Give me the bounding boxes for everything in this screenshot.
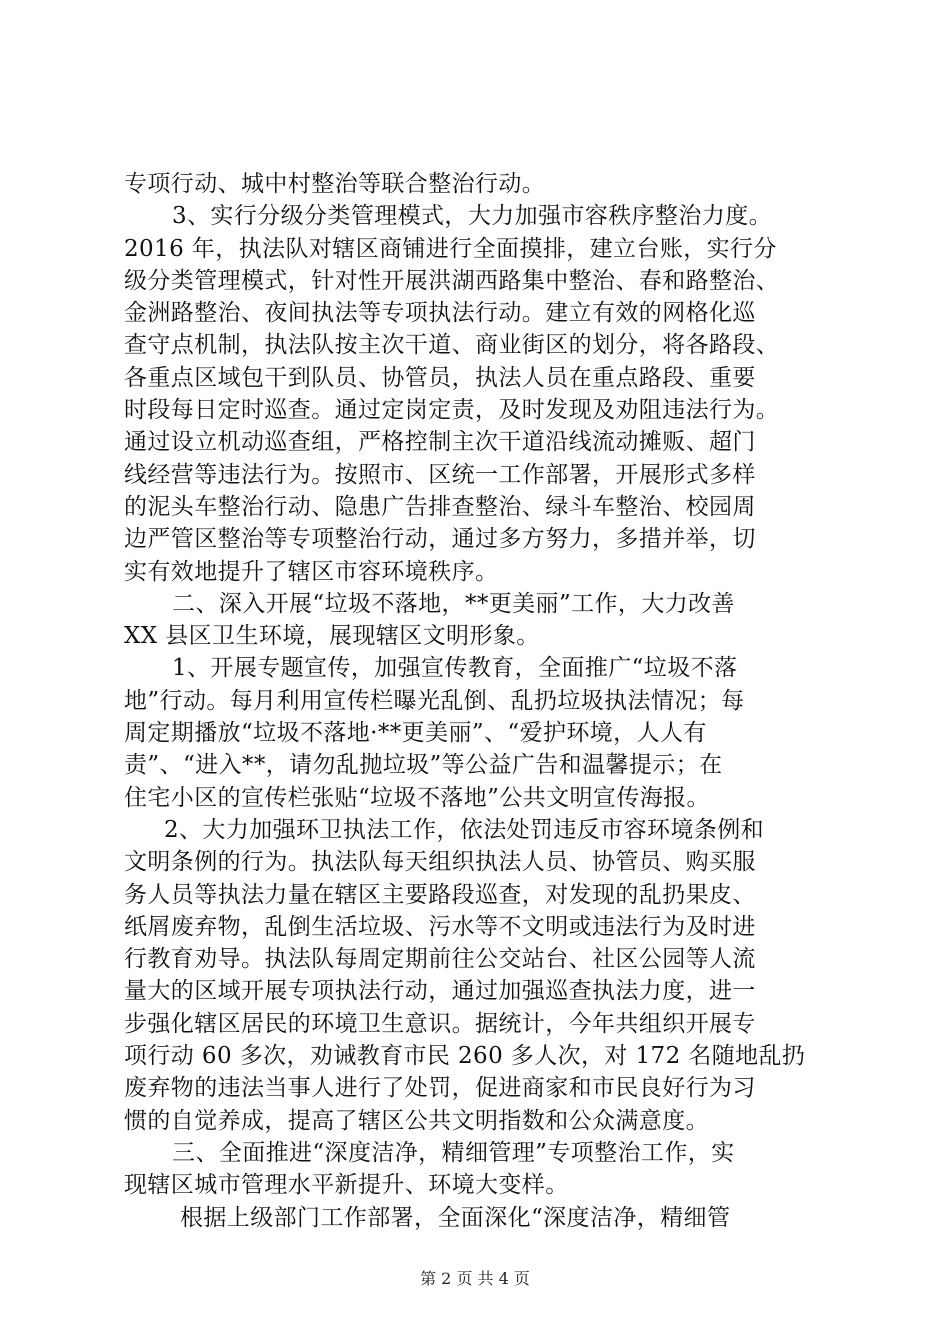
text-line: 专项行动、城中村整治等联合整治行动。 bbox=[124, 171, 546, 197]
heading-line: 现辖区城市管理水平新提升、环境大变样。 bbox=[124, 1172, 569, 1199]
text-line: 纸屑废弃物，乱倒生活垃圾、污水等不文明或违法行为及时进 bbox=[124, 913, 756, 940]
text-line: 时段每日定时巡查。通过定岗定责，及时发现及劝阻违法行为。 bbox=[124, 397, 780, 424]
text-line: 地”行动。每月利用宣传栏曝光乱倒、乱扔垃圾执法情况；每 bbox=[124, 687, 745, 714]
text-line: 的泥头车整治行动、隐患广告排查整治、绿斗车整治、校园周 bbox=[124, 493, 756, 520]
heading-line: 三、全面推进“深度洁净，精细管理”专项整治工作，实 bbox=[172, 1139, 735, 1166]
text-line: 2016 年，执法队对辖区商铺进行全面摸排，建立台账，实行分 bbox=[124, 235, 777, 262]
text-line: 步强化辖区居民的环境卫生意识。据统计，今年共组织开展专 bbox=[124, 1010, 756, 1037]
text-line: 根据上级部门工作部署，全面深化“深度洁净，精细管 bbox=[180, 1204, 731, 1231]
page-number-footer: 第 2 页 共 4 页 bbox=[420, 1269, 530, 1288]
text-line: 项行动 60 多次，劝诫教育市民 260 多人次，对 172 名随地乱扔 bbox=[124, 1043, 806, 1070]
heading-line: XX 县区卫生环境，展现辖区文明形象。 bbox=[124, 623, 540, 650]
text-line: 务人员等执法力量在辖区主要路段巡查，对发现的乱扔果皮、 bbox=[124, 881, 756, 908]
text-line: 责”、“进入**，请勿乱抛垃圾”等公益广告和温馨提示；在 bbox=[124, 752, 723, 779]
body-text bbox=[124, 168, 836, 1234]
text-line: 量大的区域开展专项执法行动，通过加强巡查执法力度，进一 bbox=[124, 978, 756, 1005]
text-line: 各重点区域包干到队员、协管员，执法人员在重点路段、重要 bbox=[124, 364, 756, 391]
text-line: 1、开展专题宣传，加强宣传教育，全面推广“垃圾不落 bbox=[172, 655, 738, 682]
text-line: 通过设立机动巡查组，严格控制主次干道沿线流动摊贩、超门 bbox=[124, 429, 756, 456]
heading-line: 二、深入开展“垃圾不落地，**更美丽”工作，大力改善 bbox=[172, 590, 735, 617]
text-line: 废弃物的违法当事人进行了处罚，促进商家和市民良好行为习 bbox=[124, 1075, 756, 1102]
text-line: 实有效地提升了辖区市容环境秩序。 bbox=[124, 558, 499, 585]
text-line: 线经营等违法行为。按照市、区统一工作部署，开展形式多样 bbox=[124, 461, 756, 488]
text-line: 文明条例的行为。执法队每天组织执法人员、协管员、购买服 bbox=[124, 849, 756, 876]
text-line: 边严管区整治等专项整治行动，通过多方努力，多措并举，切 bbox=[124, 526, 756, 553]
text-line: 3、实行分级分类管理模式，大力加强市容秩序整治力度。 bbox=[172, 203, 773, 230]
text-line: 周定期播放“垃圾不落地·**更美丽”、“爱护环境，人人有 bbox=[124, 720, 707, 747]
text-line: 查守点机制，执法队按主次干道、商业街区的划分，将各路段、 bbox=[124, 332, 780, 359]
text-line: 行教育劝导。执法队每周定期前往公交站台、社区公园等人流 bbox=[124, 946, 756, 973]
text-line: 惯的自觉养成，提高了辖区公共文明指数和公众满意度。 bbox=[124, 1107, 709, 1134]
text-line: 2、大力加强环卫执法工作，依法处罚违反市容环境条例和 bbox=[164, 816, 765, 843]
text-line: 级分类管理模式，针对性开展洪湖西路集中整治、春和路整治、 bbox=[124, 267, 780, 294]
text-line: 金洲路整治、夜间执法等专项执法行动。建立有效的网格化巡 bbox=[124, 300, 756, 327]
text-line: 住宅小区的宣传栏张贴“垃圾不落地”公共文明宣传海报。 bbox=[124, 784, 710, 811]
